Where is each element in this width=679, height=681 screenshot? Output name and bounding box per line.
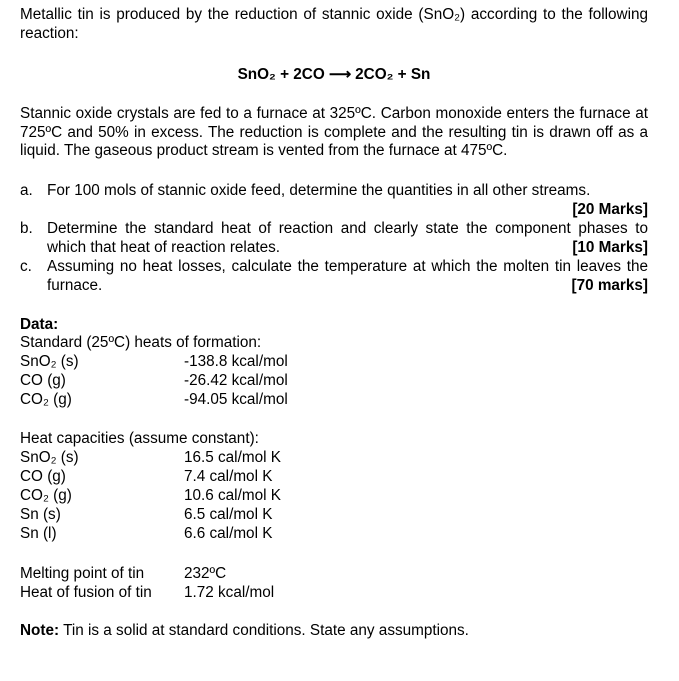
formation-heading: Standard (25ºC) heats of formation: — [20, 334, 262, 351]
heat-capacity-row — [20, 449, 420, 468]
data-heading: Data: — [20, 316, 59, 333]
note-text: Tin is a solid at standard conditions. State any assumptions. — [59, 622, 469, 639]
question-marks: [10 Marks] — [572, 238, 648, 256]
value: 6.5 cal/mol K — [184, 506, 273, 523]
intro-paragraph: Metallic tin is produced by the reduction of stannic oxide (SnO₂) according to the following reaction: — [20, 6, 648, 42]
value: 232ºC — [184, 565, 227, 582]
note — [20, 622, 648, 641]
value: 10.6 cal/mol K — [184, 487, 281, 504]
value: 7.4 cal/mol K — [184, 468, 273, 485]
species: CO₂ (g) — [20, 391, 72, 408]
description-paragraph: Stannic oxide crystals are fed to a furnace at 325ºC. Carbon monoxide enters the furnace at 725ºC and 50% in excess. The reduction is complete and the resulting tin is drawn off as a liquid. The gaseous product stream is vented from the furnace at 475ºC. — [20, 105, 648, 159]
question-c — [20, 258, 648, 295]
question-b — [20, 220, 648, 257]
question-label: a. — [20, 182, 33, 199]
question-label: b. — [20, 220, 33, 237]
question-label: c. — [20, 258, 32, 275]
species: Sn (l) — [20, 525, 57, 542]
question-marks: [20 Marks] — [572, 200, 648, 218]
species: CO (g) — [20, 468, 66, 485]
species: Sn (s) — [20, 506, 61, 523]
species: SnO₂ (s) — [20, 449, 79, 466]
value: 6.6 cal/mol K — [184, 525, 273, 542]
question-text: Assuming no heat losses, calculate the temperature at which the molten tin leaves the furnace. — [47, 258, 648, 294]
heat-capacity-heading: Heat capacities (assume constant): — [20, 430, 259, 447]
value: -26.42 kcal/mol — [184, 372, 288, 389]
question-a — [20, 182, 648, 219]
label: Heat of fusion of tin — [20, 584, 152, 601]
formation-row — [20, 391, 420, 410]
value: 16.5 cal/mol K — [184, 449, 281, 466]
value: -138.8 kcal/mol — [184, 353, 288, 370]
species: CO (g) — [20, 372, 66, 389]
species: CO₂ (g) — [20, 487, 72, 504]
question-marks: [70 marks] — [571, 276, 648, 294]
question-text: For 100 mols of stannic oxide feed, determine the quantities in all other streams. — [47, 182, 591, 199]
label: Melting point of tin — [20, 565, 145, 582]
reaction-equation: SnO₂ + 2CO ⟶ 2CO₂ + Sn — [237, 66, 431, 83]
value: -94.05 kcal/mol — [184, 391, 288, 408]
formation-row — [20, 353, 420, 372]
question-text: Determine the standard heat of reaction and clearly state the component phases to which that heat of reaction relates. — [47, 220, 648, 256]
heat-capacity-row — [20, 506, 420, 525]
species: SnO₂ (s) — [20, 353, 79, 370]
melting-point-row — [20, 565, 420, 584]
heat-capacity-row — [20, 487, 420, 506]
note-label: Note: — [20, 622, 60, 639]
formation-row — [20, 372, 420, 391]
heat-capacity-row — [20, 525, 420, 544]
heat-capacity-row — [20, 468, 420, 487]
heat-of-fusion-row — [20, 584, 420, 603]
value: 1.72 kcal/mol — [184, 584, 275, 601]
